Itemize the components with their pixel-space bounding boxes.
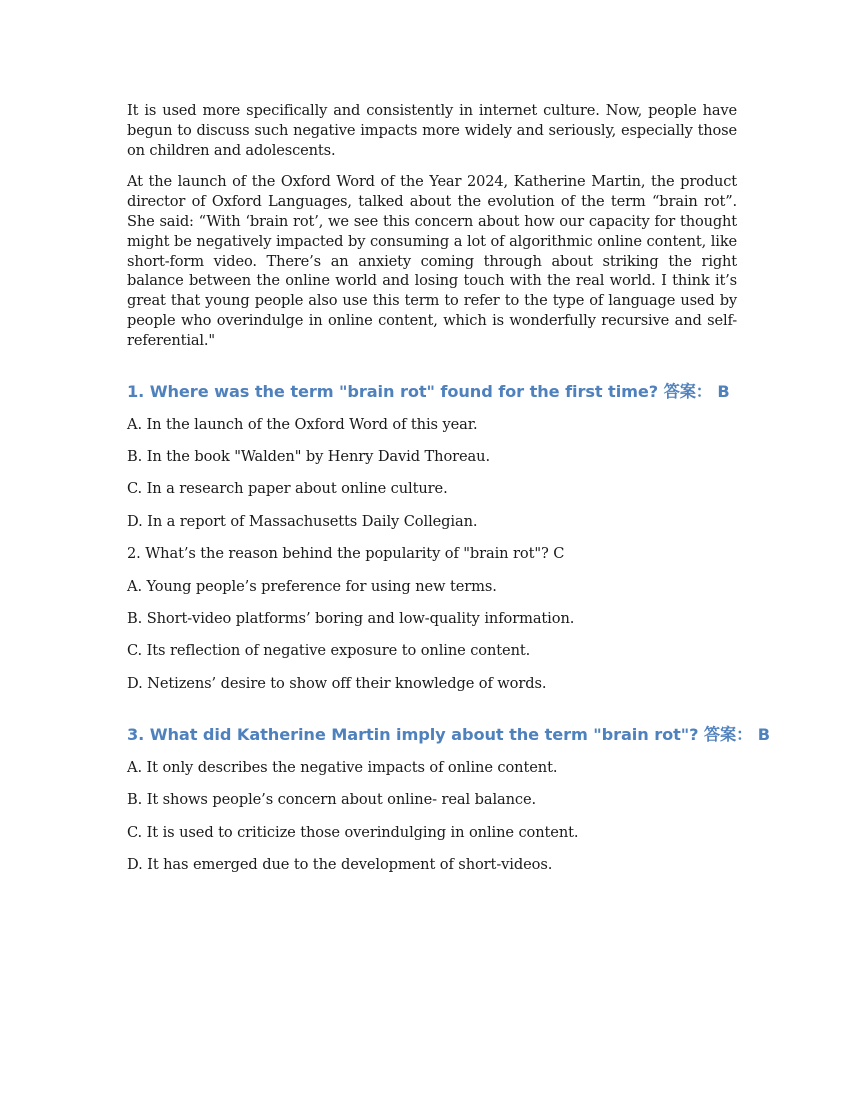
question-1-option-d: D. In a report of Massachusetts Daily Collegian. (127, 512, 478, 530)
question-2-option-c: C. Its reflection of negative exposure to online content. (127, 642, 531, 660)
question-1 (127, 381, 737, 545)
question-3-option-d: D. It has emerged due to the development of short-videos. (127, 856, 553, 874)
passage-paragraph-1: It is used more specifically and consistently in internet culture. Now, people have begun to discuss such negative impacts more widely and seriously, especially those on children and adolescents. (127, 102, 737, 159)
question-1-heading: 1. Where was the term "brain rot" found for the first time? 答案： B (127, 381, 730, 401)
question-1-option-c: C. In a research paper about online culture. (127, 480, 448, 498)
question-2-option-a: A. Young people’s preference for using new terms. (127, 577, 497, 595)
question-3-option-b: B. It shows people’s concern about online- real balance. (127, 791, 537, 809)
question-2-text: 2. What’s the reason behind the popularity of "brain rot"? C (127, 545, 565, 563)
question-1-option-a: A. In the launch of the Oxford Word of this year. (127, 415, 478, 433)
question-2 (127, 544, 737, 706)
question-3-option-a: A. It only describes the negative impacts of online content. (127, 759, 558, 777)
question-3-heading: 3. What did Katherine Martin imply about the term "brain rot"? 答案： B (127, 725, 770, 745)
passage-paragraph-2: At the launch of the Oxford Word of the Year 2024, Katherine Martin, the product director of Oxford Languages, talked about the evolution of the term “brain rot”. She said: “With ‘brain rot’, we see this concern about how our capacity for thought might be negatively impacted by consuming a lot of algorithmic online content, like short-form video. There’s an anxiety coming through about striking the right balance between the online world and losing touch with the real world. I think it’s great that young people also use this term to refer to the type of language used by people who overindulge in online content, which is wonderfully recursive and self-referential." (127, 173, 737, 349)
question-1-option-b: B. In the book "Walden" by Henry David Thoreau. (127, 447, 490, 465)
question-3 (127, 724, 770, 888)
question-3-option-c: C. It is used to criticize those overindulging in online content. (127, 823, 579, 841)
question-2-option-d: D. Netizens’ desire to show off their knowledge of words. (127, 674, 547, 692)
document-page (127, 101, 770, 888)
question-2-option-b: B. Short-video platforms’ boring and low-quality information. (127, 609, 575, 627)
